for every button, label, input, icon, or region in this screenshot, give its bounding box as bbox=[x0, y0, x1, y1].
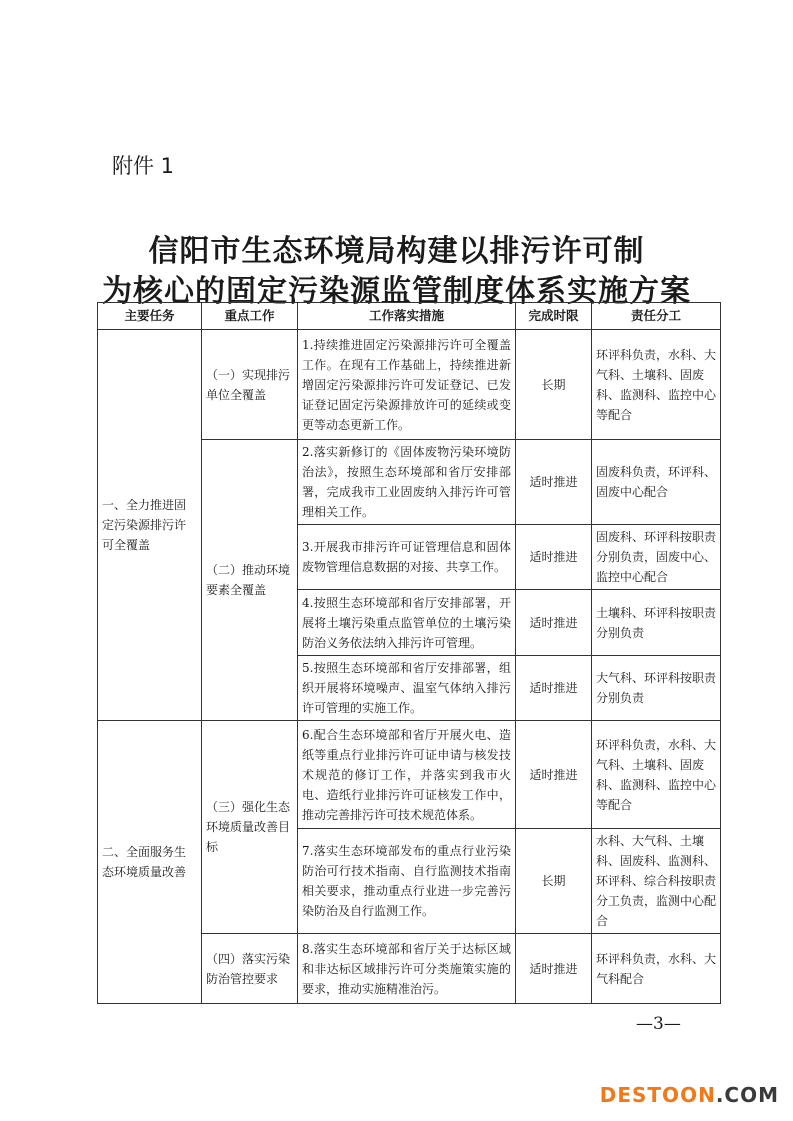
measure-cell: 2.落实新修订的《固体废物污染环境防治法》，按照生态环境部和省厅安排部署，完成我市工业固废纳入排污许可管理相关工作。 bbox=[298, 440, 516, 525]
deadline-cell: 适时推进 bbox=[516, 440, 592, 525]
deadline-cell: 适时推进 bbox=[516, 590, 592, 656]
implementation-table bbox=[97, 302, 721, 1004]
document-title-line2: 为核心的固定污染源监管制度体系实施方案 bbox=[102, 274, 691, 309]
deadline-cell: 适时推进 bbox=[516, 934, 592, 1004]
table-row bbox=[98, 721, 721, 829]
table-row bbox=[98, 330, 721, 440]
focus-cell: （三）强化生态环境质量改善目标 bbox=[202, 721, 298, 934]
header-responsibility: 责任分工 bbox=[592, 303, 721, 330]
deadline-cell: 适时推进 bbox=[516, 525, 592, 590]
deadline-cell: 适时推进 bbox=[516, 656, 592, 721]
measure-cell: 1.持续推进固定污染源排污许可全覆盖工作。在现有工作基础上，持续推进新增固定污染源排污许可发证登记、已发证登记固定污染源排放许可的延续或变更等动态更新工作。 bbox=[298, 330, 516, 440]
deadline-cell: 长期 bbox=[516, 829, 592, 934]
watermark-logo bbox=[600, 1083, 779, 1107]
task-cell: 一、全力推进固定污染源排污许可全覆盖 bbox=[98, 330, 202, 721]
duty-cell: 环评科负责，水科、大气科、土壤科、固废科、监测科、监控中心等配合 bbox=[592, 721, 721, 829]
measure-cell: 6.配合生态环境部和省厅开展火电、造纸等重点行业排污许可证申请与核发技术规范的修订工作，并落实到我市火电、造纸行业排污许可证核发工作中，推动完善排污许可技术规范体系。 bbox=[298, 721, 516, 829]
annex-label: 附件 1 bbox=[112, 154, 175, 178]
header-main-task: 主要任务 bbox=[98, 303, 202, 330]
measure-cell: 7.落实生态环境部发布的重点行业污染防治可行技术指南、自行监测技术指南相关要求，推动重点行业进一步完善污染防治及自行监测工作。 bbox=[298, 829, 516, 934]
measure-cell: 5.按照生态环境部和省厅安排部署，组织开展将环境噪声、温室气体纳入排污许可管理的实施工作。 bbox=[298, 656, 516, 721]
focus-cell: （一）实现排污单位全覆盖 bbox=[202, 330, 298, 440]
watermark-part1: DESTOON bbox=[599, 1083, 716, 1107]
duty-cell: 环评科负责，水科、大气科、土壤科、固废科、监测科、监控中心等配合 bbox=[592, 330, 721, 440]
duty-cell: 固废科、环评科按职责分别负责，固废中心、监控中心配合 bbox=[592, 525, 721, 590]
duty-cell: 大气科、环评科按职责分别负责 bbox=[592, 656, 721, 721]
page-number: —3— bbox=[636, 1014, 681, 1034]
table-header-row bbox=[98, 303, 721, 330]
duty-cell: 固废科负责，环评科、固废中心配合 bbox=[592, 440, 721, 525]
task-cell: 二、全面服务生态环境质量改善 bbox=[98, 721, 202, 1004]
watermark-part2: .COM bbox=[715, 1083, 779, 1107]
measure-cell: 8.落实生态环境部和省厅关于达标区域和非达标区域排污许可分类施策实施的要求，推动实施精准治污。 bbox=[298, 934, 516, 1004]
focus-cell: （二）推动环境要素全覆盖 bbox=[202, 440, 298, 721]
deadline-cell: 适时推进 bbox=[516, 721, 592, 829]
header-key-work: 重点工作 bbox=[202, 303, 298, 330]
duty-cell: 水科、大气科、土壤科、固废科、监测科、环评科、综合科按职责分工负责，监测中心配合 bbox=[592, 829, 721, 934]
focus-cell: （四）落实污染防治管控要求 bbox=[202, 934, 298, 1004]
duty-cell: 环评科负责，水科、大气科配合 bbox=[592, 934, 721, 1004]
header-deadline: 完成时限 bbox=[516, 303, 592, 330]
document-title-line1: 信阳市生态环境局构建以排污许可制 bbox=[148, 234, 645, 269]
deadline-cell: 长期 bbox=[516, 330, 592, 440]
measure-cell: 3.开展我市排污许可证管理信息和固体废物管理信息数据的对接、共享工作。 bbox=[298, 525, 516, 590]
duty-cell: 土壤科、环评科按职责分别负责 bbox=[592, 590, 721, 656]
measure-cell: 4.按照生态环境部和省厅安排部署，开展将土壤污染重点监管单位的土壤污染防治义务依法纳入排污许可管理。 bbox=[298, 590, 516, 656]
header-measures: 工作落实措施 bbox=[298, 303, 516, 330]
